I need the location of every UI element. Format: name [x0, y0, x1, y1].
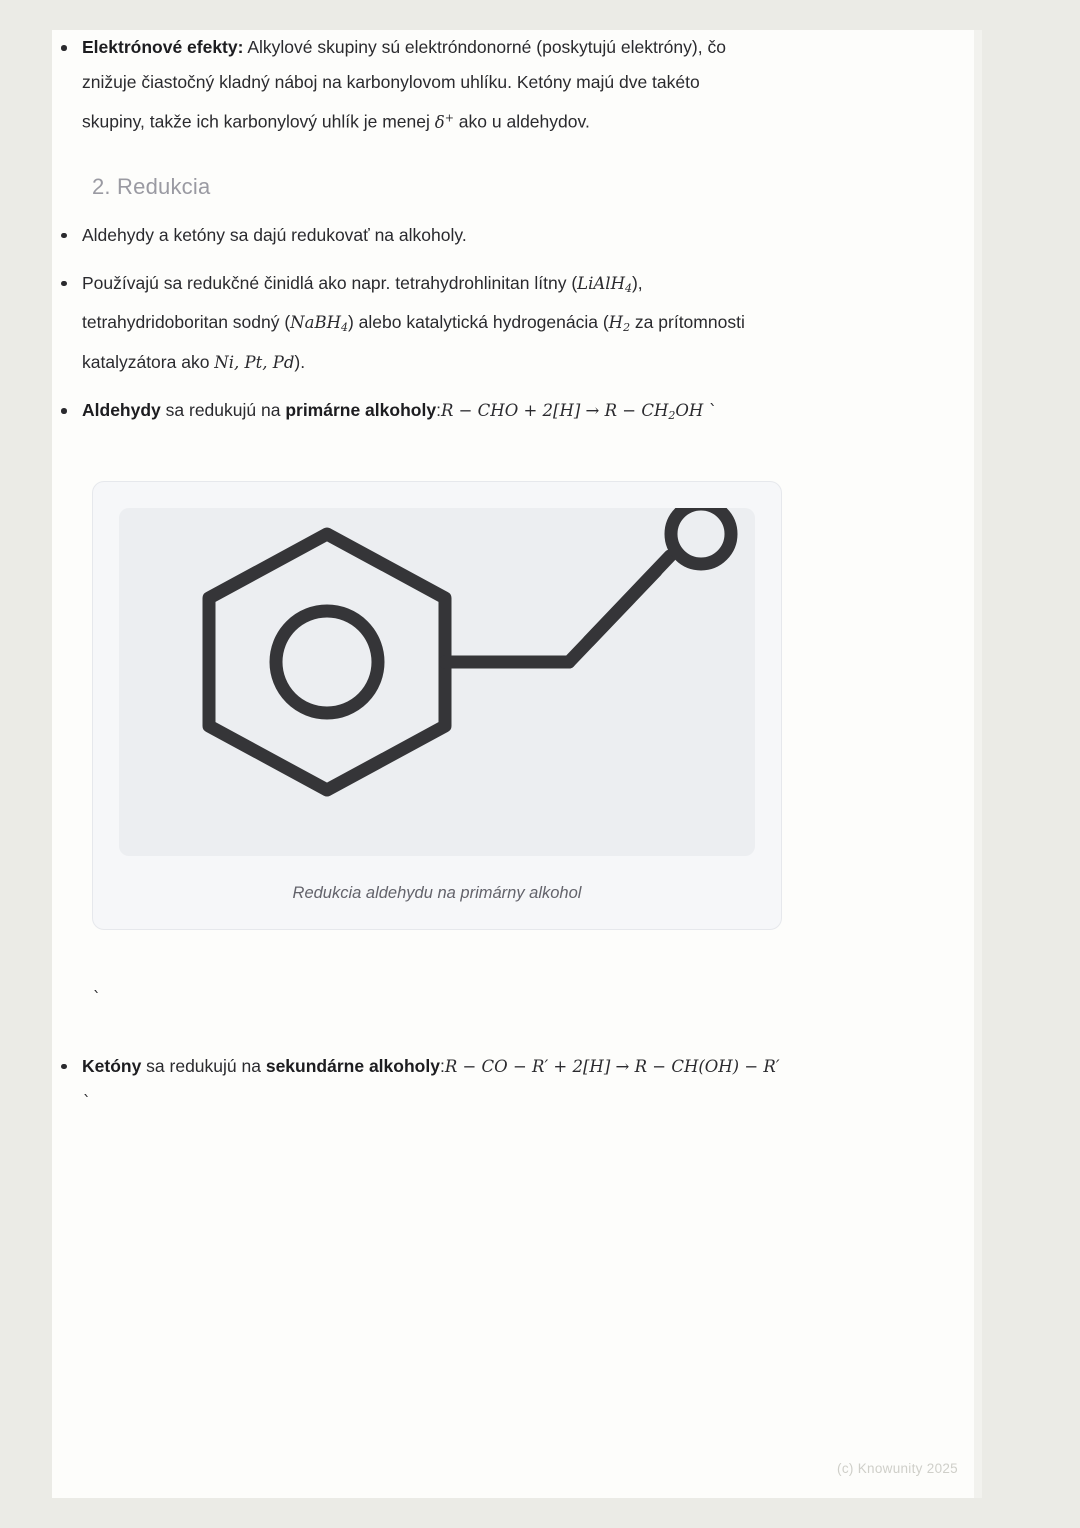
term-label: Ketóny	[82, 1055, 142, 1076]
term-text: Alkylové skupiny sú elektróndonorné (poskytujú elektróny), čo znižuje čiastočný kladný náboj na karbonylovom uhlíku. Ketóny majú dve takéto skupiny, takže ich karbonylový uhlík je menej	[82, 37, 726, 132]
document-content	[52, 30, 974, 1132]
list-item	[52, 393, 782, 433]
formula-catalysts: Ni, Pt, Pd	[214, 353, 295, 372]
term-label-2: primárne alkoholy	[285, 400, 437, 420]
list-item-text: sa redukujú na	[160, 400, 286, 420]
bullet-list-ketones	[52, 1049, 782, 1119]
list-item	[52, 1049, 782, 1119]
equation-ketone-reduction: R − CO − R′ + 2[H] → R − CH(OH) − R′	[444, 1056, 780, 1076]
delta-symbol: δ+	[434, 111, 454, 132]
formula-lialh4: LiAlH$_4$	[577, 273, 632, 295]
benzaldehyde-icon	[119, 508, 755, 856]
list-item-text: Používajú sa redukčné činidlá ako napr. tetrahydrohlinitan lítny (	[82, 272, 578, 293]
watermark: (c) Knowunity 2025	[837, 1461, 958, 1476]
colon: :	[439, 1055, 445, 1076]
bullet-list-electronic-effects	[52, 30, 752, 140]
code-tick: `	[708, 401, 718, 420]
term-label-2: sekundárne alkoholy	[265, 1055, 440, 1076]
term-label: Elektrónové efekty:	[82, 37, 244, 57]
figure-caption: Redukcia aldehydu na primárny alkohol	[292, 883, 582, 902]
standalone-code-tick: `	[92, 987, 102, 1007]
document-page	[52, 30, 974, 1498]
section-heading-redukcia: 2. Redukcia	[92, 173, 211, 199]
equation-aldehyde-reduction: R − CHO + $2[H] \to R - CH_2OH$	[440, 401, 704, 422]
colon: :	[436, 400, 441, 420]
list-item	[52, 266, 782, 381]
list-item-text: Aldehydy a ketóny sa dajú redukovať na alkoholy.	[82, 224, 467, 245]
list-item-text: ).	[294, 352, 306, 372]
figure-card	[92, 481, 782, 930]
formula-nabh4: NaBH$_4$	[290, 313, 348, 334]
formula-h2: $H_2$	[608, 313, 631, 334]
bullet-list-reduction	[52, 218, 782, 433]
list-item-text: ), tetrahydridoboritan sodný (	[82, 272, 643, 333]
term-text-tail: ako u aldehydov.	[453, 111, 590, 132]
list-item-text: za prítomnosti katalyzátora ako	[82, 312, 745, 372]
page-edge-shadow	[974, 30, 982, 1498]
list-item-text: sa redukujú na	[141, 1055, 266, 1076]
list-item	[52, 218, 782, 253]
list-item-text: ) alebo katalytická hydrogenácia (	[347, 312, 609, 333]
code-tick: `	[82, 1091, 92, 1111]
figure-image-frame	[119, 508, 755, 856]
term-label: Aldehydy	[82, 400, 161, 420]
list-item	[52, 30, 752, 140]
